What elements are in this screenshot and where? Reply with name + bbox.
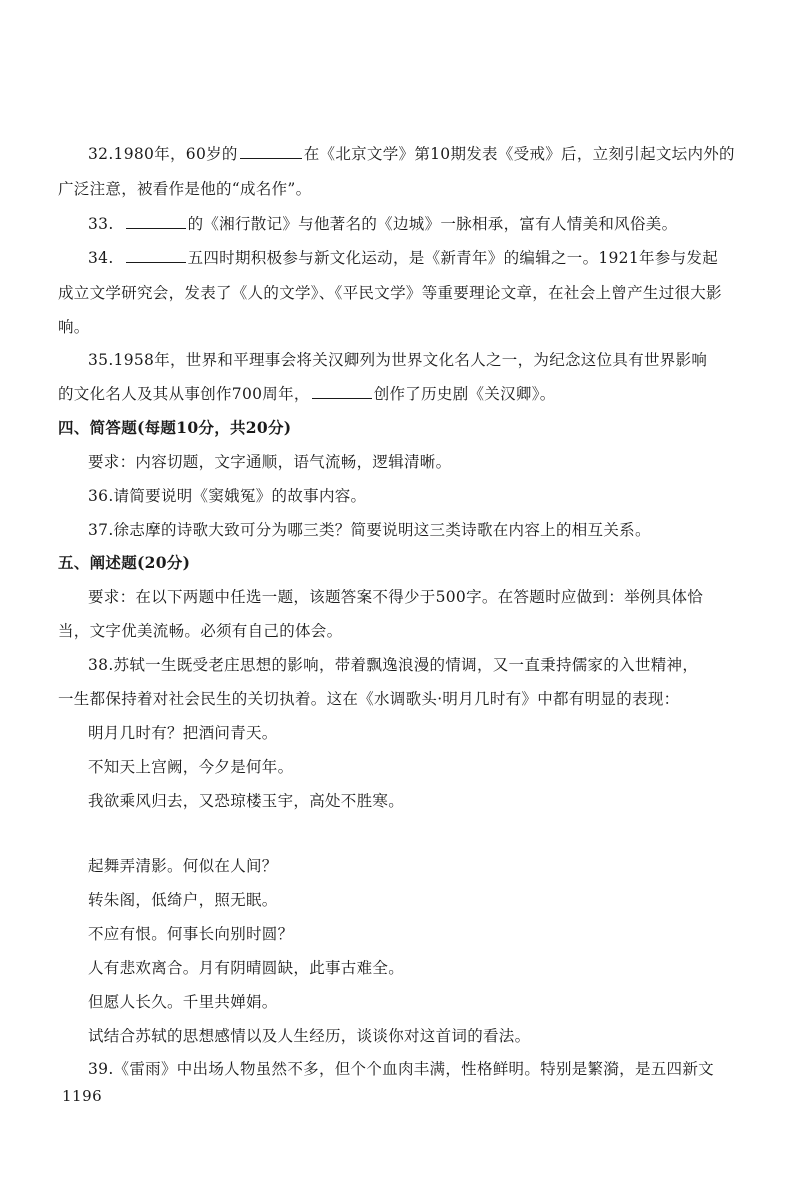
section-5-requirement-1: 要求：在以下两题中任选一题，该题答案不得少于500字。在答题时应做到：举例具体恰 <box>88 588 704 606</box>
q34-text-1: 五四时期积极参与新文化运动，是《新青年》的编辑之一。1921年参与发起 <box>187 249 719 267</box>
q38-prompt: 试结合苏轼的思想感情以及人生经历，谈谈你对这首词的看法。 <box>88 1027 531 1045</box>
q32-line-1 <box>88 144 735 164</box>
section-5-requirement-2: 当，文字优美流畅。必须有自己的体会。 <box>58 622 343 640</box>
q32-text-a: 32.1980年，60岁的 <box>88 145 238 163</box>
poem-line: 不应有恨。何事长向别时圆？ <box>88 925 294 943</box>
q32-text-b: 在《北京文学》第10期发表《受戒》后，立刻引起文坛内外的 <box>303 145 735 163</box>
q36-text: 36.请简要说明《窦娥冤》的故事内容。 <box>88 487 367 505</box>
q35-blank <box>312 384 372 399</box>
poem-line: 转朱阁，低绮户，照无眠。 <box>88 891 278 909</box>
section-5-heading: 五、阐述题(20分) <box>58 553 191 572</box>
q33-line <box>88 214 677 234</box>
q34-blank <box>126 248 186 263</box>
q35-line-2 <box>58 384 556 404</box>
q38-line-1: 38.苏轼一生既受老庄思想的影响，带着飘逸浪漫的情调，又一直秉持儒家的入世精神， <box>88 656 699 674</box>
page-number: 1196 <box>62 1087 103 1105</box>
q33-number: 33. <box>88 215 114 233</box>
q33-blank <box>126 214 186 229</box>
q32-line-2: 广泛注意，被看作是他的“成名作”。 <box>58 180 312 198</box>
q34-line-1 <box>88 248 718 268</box>
q33-text: 的《湘行散记》与他著名的《边城》一脉相承，富有人情美和风俗美。 <box>187 215 678 233</box>
poem-line: 起舞弄清影。何似在人间？ <box>88 857 278 875</box>
q34-line-3: 响。 <box>58 318 90 336</box>
q37-text: 37.徐志摩的诗歌大致可分为哪三类？简要说明这三类诗歌在内容上的相互关系。 <box>88 521 651 539</box>
q32-blank <box>240 144 302 159</box>
poem-line: 但愿人长久。千里共婵娟。 <box>88 993 278 1011</box>
q35-text-a: 的文化名人及其从事创作700周年， <box>58 385 310 403</box>
q34-number: 34. <box>88 249 114 267</box>
q38-line-2: 一生都保持着对社会民生的关切执着。这在《水调歌头·明月几时有》中都有明显的表现： <box>58 690 680 708</box>
section-4-heading: 四、简答题(每题10分，共20分) <box>58 418 292 437</box>
poem-line: 我欲乘风归去，又恐琼楼玉宇，高处不胜寒。 <box>88 792 405 810</box>
poem-line: 人有悲欢离合。月有阴晴圆缺，此事古难全。 <box>88 959 405 977</box>
poem-line: 明月几时有？把酒问青天。 <box>88 724 278 742</box>
poem-line: 不知天上宫阙，今夕是何年。 <box>88 758 294 776</box>
q35-line-1: 35.1958年，世界和平理事会将关汉卿列为世界文化名人之一，为纪念这位具有世界影响 <box>88 351 708 369</box>
q35-text-b: 创作了历史剧《关汉卿》。 <box>373 385 556 403</box>
section-4-requirement: 要求：内容切题，文字通顺，语气流畅，逻辑清晰。 <box>88 453 452 471</box>
q34-line-2: 成立文学研究会，发表了《人的文学》、《平民文学》等重要理论文章，在社会上曾产生过很大影 <box>58 284 722 302</box>
q39-line-1: 39.《雷雨》中出场人物虽然不多，但个个血肉丰满，性格鲜明。特别是繁漪，是五四新文 <box>88 1060 714 1078</box>
